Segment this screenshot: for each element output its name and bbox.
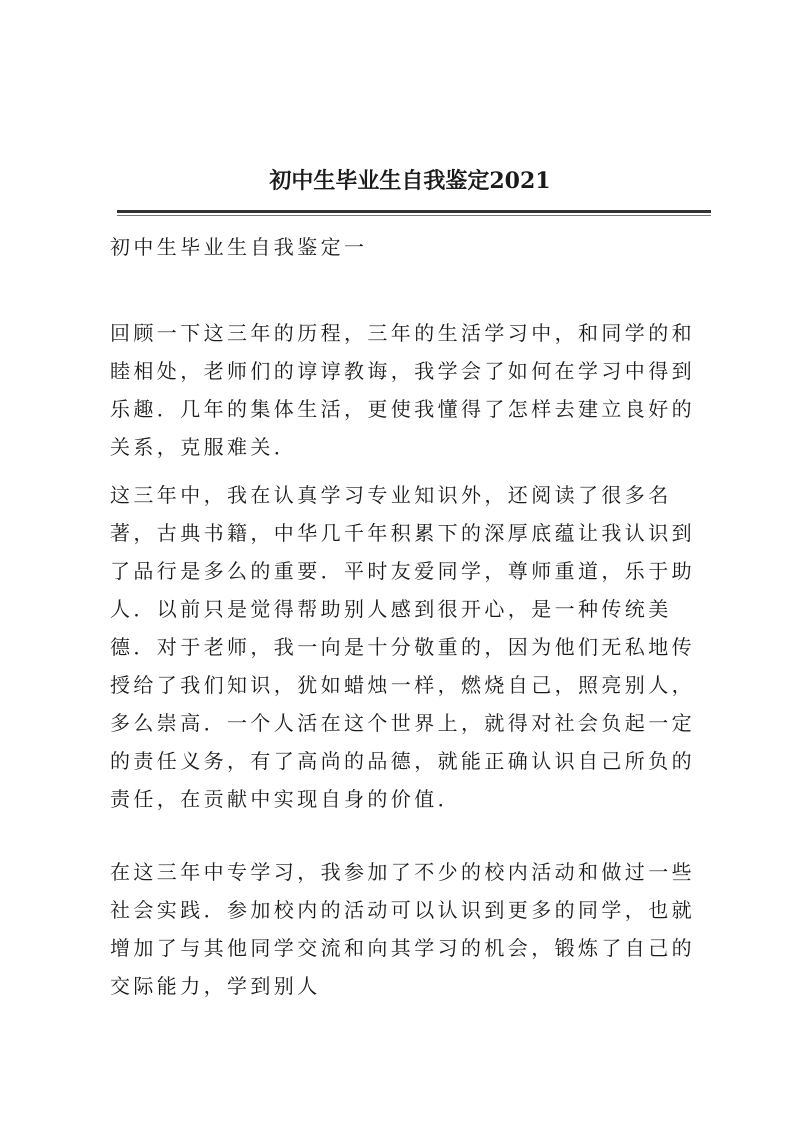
paragraph-text: 回顾一下这三年的历程，三年的生活学习中，和同学的和睦相处，老师们的谆谆教诲，我学会了如何在学习中得到乐趣．几年的集体生活，更使我懂得了怎样去建立良好的关系，克服难关． [110, 321, 695, 459]
title-divider [117, 210, 711, 213]
section-heading [110, 228, 710, 266]
paragraph-1 [110, 314, 710, 466]
paragraph-text: 在这三年中专学习，我参加了不少的校内活动和做过一些社会实践．参加校内的活动可以认识到更多的同学，也就增加了与其他同学交流和向其学习的机会，锻炼了自己的交际能力，学到别人 [110, 860, 695, 998]
section-heading-text: 初中生毕业生自我鉴定一 [110, 235, 368, 259]
title-divider-thin [117, 215, 711, 216]
paragraph-text: 这三年中，我在认真学习专业知识外，还阅读了很多名著，古典书籍，中华几千年积累下的深厚底蕴让我认识到了品行是多么的重要．平时友爱同学，尊师重道，乐于助人．以前只是觉得帮助别人感到很开心，是一种传统美德．对于老师，我一向是十分敬重的，因为他们无私地传授给了我们知识，犹如蜡烛一样，燃烧自己，照亮别人，多么崇高．一个人活在这个世界上，就得对社会负起一定的责任义务，有了高尚的品德，就能正确认识自己所负的责任，在贡献中实现自身的价值． [110, 483, 695, 811]
paragraph-2 [110, 476, 710, 818]
paragraph-3 [110, 853, 710, 1005]
document-title: 初中生毕业生自我鉴定2021 [269, 168, 551, 194]
